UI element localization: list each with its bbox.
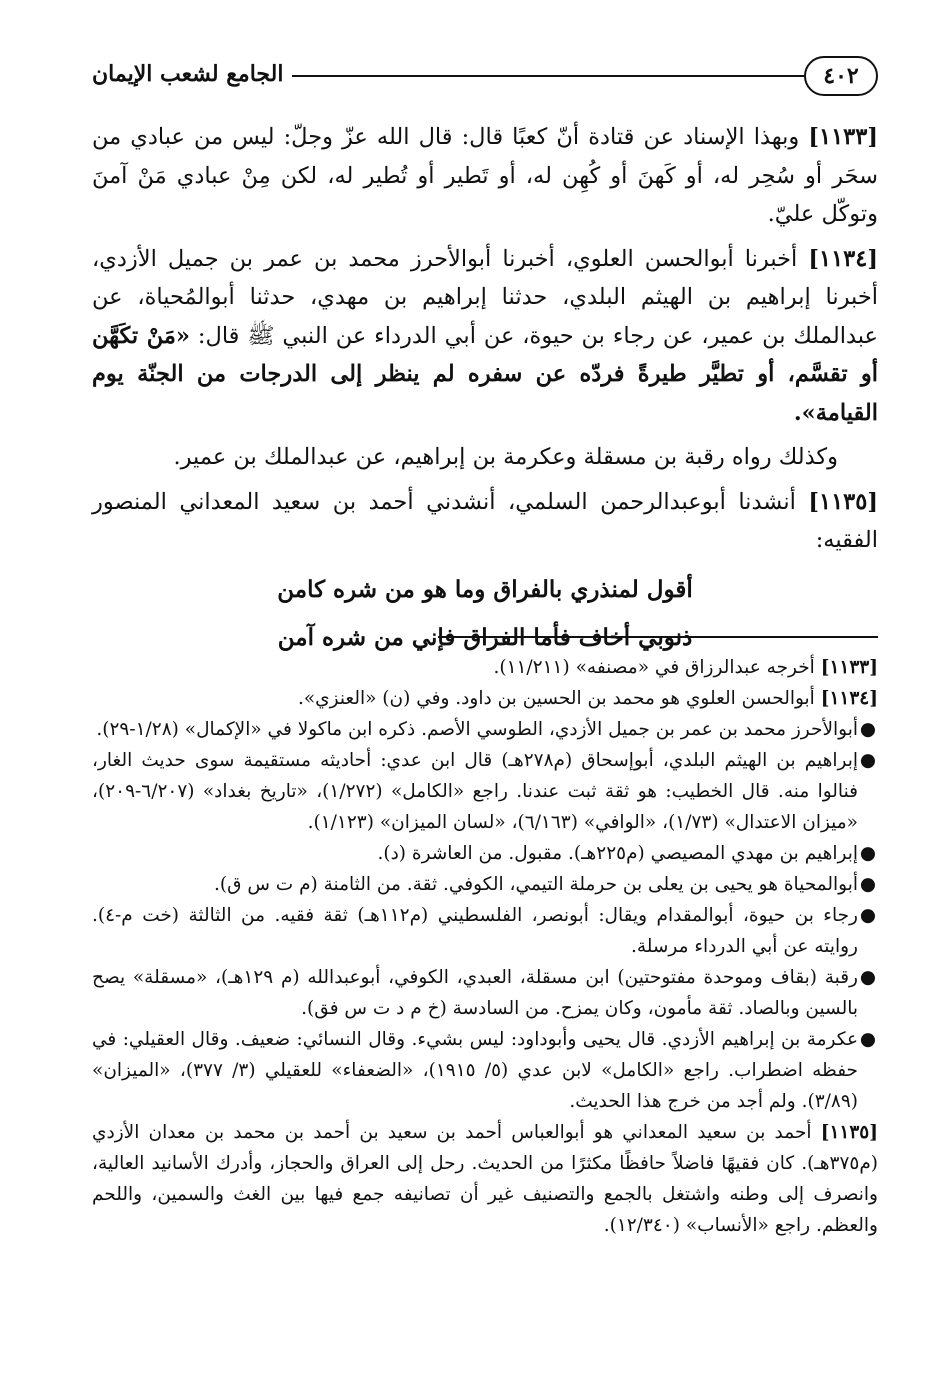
bullet-icon: ● xyxy=(859,843,876,864)
footnote-text: أبوالحسن العلوي هو محمد بن الحسين بن داود. وفي (ن) «العنزي». xyxy=(297,688,815,709)
book-page xyxy=(92,44,878,1354)
hadith-number: [١١٣٤] xyxy=(808,245,878,272)
bullet-icon: ● xyxy=(859,750,876,771)
poem-verse: ذنوبي أخاف فأما الفراق فإني من شره آمن xyxy=(277,623,693,651)
footnote-number: [١١٣٣] xyxy=(820,657,878,678)
narrator-entry xyxy=(92,714,878,745)
footnote-number: [١١٣٤] xyxy=(820,688,878,709)
narrator-text: أبوالمحياة هو يحيى بن يعلى بن حرملة التيمي، الكوفي. ثقة. من الثامنة (م ت س ق). xyxy=(213,874,858,895)
footnote-separator xyxy=(438,636,878,638)
narrator-entry xyxy=(92,962,878,1024)
footnote-text: أحمد بن سعيد المعداني هو أبوالعباس أحمد بن سعيد بن أحمد بن محمد بن معدان الأزدي (م٣٧٥هـ). كان فقيهًا فاضلاً حافظًا مكثرًا من الحديث. رحل إلى العراق والحجاز، وأدرك الأسانيد العالية، وانصرف إلى وطنه واشتغل بالجمع والتصنيف غير أن تصانيفه جمع فيها بين الغث والسمين، واللحم والعظم. راجع «الأنساب» (١٢/٣٤٠). xyxy=(92,1122,878,1236)
narrator-entry xyxy=(92,838,878,869)
bullet-icon: ● xyxy=(859,967,876,988)
hadith-isnad: أخبرنا أبوالحسن العلوي، أخبرنا أبوالأحرز محمد بن عمر بن جميل الأزدي، أخبرنا إبراهيم بن الهيثم البلدي، حدثنا إبراهيم بن مهدي، حدثنا أبوالمُحياة، عن عبدالملك بن عمير، عن رجاء بن حيوة، عن أبي الدرداء عن النبي ﷺ قال: xyxy=(92,245,878,349)
poem-1135 xyxy=(92,483,878,560)
narrator-entry xyxy=(92,869,878,900)
narrator-entry xyxy=(92,900,878,962)
narrator-list xyxy=(92,714,878,1117)
footnote-1135 xyxy=(92,1117,878,1241)
narrator-entry xyxy=(92,1024,878,1117)
running-title: الجامع لشعب الإيمان xyxy=(92,61,284,87)
narrator-text: إبراهيم بن الهيثم البلدي، أبوإسحاق (م٢٧٨هـ) قال ابن عدي: أحاديثه مستقيمة سوى حديث الغار، فنالوا منه. قال الخطيب: هو ثقة ثبت عندنا. راجع «الكامل» (١/٢٧٢)، «تاريخ بغداد» (٦/٢٠٧-٢٠٩)، «ميزان الاعتدال» (١/٧٣)، «الوافي» (٦/١٦٣)، «لسان الميزان» (١/١٢٣). xyxy=(92,750,858,833)
narrator-entry xyxy=(92,745,878,838)
hadith-matn: «مَنْ تكَهَّن أو تقسَّم، أو تطيَّر طيرةً فردّه عن سفره لم ينظر إلى الدرجات من الجنّة يوم القيامة». xyxy=(92,322,878,426)
page-number: ٤٠٢ xyxy=(804,56,878,96)
bullet-icon: ● xyxy=(859,874,876,895)
bullet-icon: ● xyxy=(859,1029,876,1050)
hadith-1133 xyxy=(92,118,878,234)
hadith-number: [١١٣٥] xyxy=(808,488,878,515)
hadith-1134 xyxy=(92,240,878,433)
hadith-text: وبهذا الإسناد عن قتادة أنّ كعبًا قال: قال الله عزّ وجلّ: ليس من عبادي من سحَر أو سُحِر له، أو كَهنَ أو كُهِن له، أو تَطير أو تُطير له، لكن مِنْ عبادي مَنْ آمنَ وتوكّل عليّ. xyxy=(92,124,878,227)
bullet-icon: ● xyxy=(859,905,876,926)
bullet-icon: ● xyxy=(859,719,876,740)
footnote-number: [١١٣٥] xyxy=(820,1122,878,1143)
footnote-text: أخرجه عبدالرزاق في «مصنفه» (١١/٢١١). xyxy=(493,657,815,678)
header-rule xyxy=(292,75,804,77)
poem-intro: أنشدنا أبوعبدالرحمن السلمي، أنشدني أحمد بن سعيد المعداني المنصور الفقيه: xyxy=(92,488,878,553)
narrator-text: أبوالأحرز محمد بن عمر بن جميل الأزدي، الطوسي الأصم. ذكره ابن ماكولا في «الإكمال» (١/٢٨-٢٩). xyxy=(96,719,858,740)
footnote-1134 xyxy=(92,683,878,714)
poem-verse: أقول لمنذري بالفراق وما هو من شره كامن xyxy=(277,575,693,603)
narrator-text: عكرمة بن إبراهيم الأزدي. قال يحيى وأبوداود: ليس بشيء. وقال النسائي: ضعيف. وقال العقيلي: في حفظه اضطراب. راجع «الكامل» لابن عدي (٥/ ١٩١٥)، «الضعفاء» للعقيلي (٣/ ٣٧٧)، «الميزان» (٣/٨٩). ولم أجد من خرج هذا الحديث. xyxy=(92,1029,858,1112)
narrator-text: رجاء بن حيوة، أبوالمقدام ويقال: أبونصر، الفلسطيني (م١١٢هـ) ثقة فقيه. من الثالثة (خت م-٤). روايته عن أبي الدرداء مرسلة. xyxy=(92,905,858,957)
page-header xyxy=(92,50,878,100)
main-text xyxy=(92,118,878,662)
narrator-text: رقبة (بقاف وموحدة مفتوحتين) ابن مسقلة، العبدي، الكوفي، أبوعبدالله (م ١٢٩هـ)، «مسقلة» يصح بالسين وبالصاد. ثقة مأمون، وكان يمزح. من السادسة (خ م د ت س فق). xyxy=(92,967,858,1019)
narration-note: وكذلك رواه رقبة بن مسقلة وعكرمة بن إبراهيم، عن عبدالملك بن عمير. xyxy=(173,444,838,470)
footnote-1133 xyxy=(92,652,878,683)
hadith-number: [١١٣٣] xyxy=(808,124,878,150)
footnotes xyxy=(92,652,878,1241)
narrator-text: إبراهيم بن مهدي المصيصي (م٢٢٥هـ). مقبول. من العاشرة (د). xyxy=(377,843,858,864)
